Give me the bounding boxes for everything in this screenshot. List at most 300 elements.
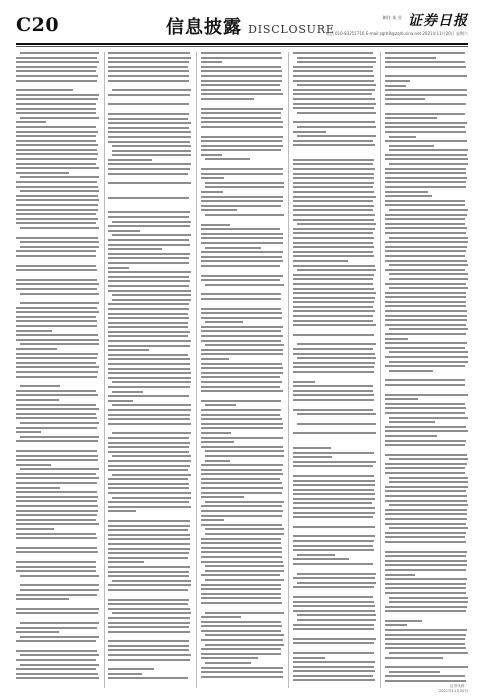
text-line: [16, 390, 96, 392]
text-line: [293, 75, 374, 77]
text-line: [16, 144, 98, 146]
text-line: [16, 399, 59, 401]
text-line: [108, 163, 191, 165]
text-line: [20, 636, 99, 638]
text-line: [20, 622, 99, 624]
text-line: [201, 340, 281, 342]
text-line: [201, 400, 281, 402]
text-line: [108, 451, 188, 453]
text-line: [205, 186, 284, 188]
text-line: [201, 547, 283, 549]
text-line: [201, 57, 282, 59]
text-line: [108, 141, 190, 143]
text-line: [293, 186, 373, 188]
text-line: [16, 61, 99, 63]
text-line: [16, 66, 97, 68]
text-column: [293, 52, 376, 688]
text-line: [385, 319, 467, 321]
text-line: [108, 280, 190, 282]
text-line: [201, 335, 284, 337]
text-line: [201, 574, 281, 576]
text-line: [112, 299, 191, 301]
text-line: [389, 421, 435, 423]
text-line: [16, 339, 99, 341]
text-line: [16, 288, 97, 290]
text-line: [16, 650, 97, 652]
text-line: [297, 619, 376, 621]
text-line: [201, 149, 281, 151]
page-number: C20: [16, 14, 60, 36]
text-line: [16, 627, 97, 629]
page-footer: [439, 684, 468, 694]
text-line: [293, 107, 374, 109]
text-line: [389, 264, 468, 266]
text-line: [293, 549, 374, 551]
text-line: [293, 251, 374, 253]
text-line: [293, 545, 373, 547]
text-line: [16, 222, 96, 224]
text-line: [385, 98, 425, 100]
text-line: [385, 301, 466, 303]
text-line: [205, 455, 284, 457]
text-line: [16, 477, 99, 479]
text-line: [16, 199, 99, 201]
text-line: [108, 501, 189, 503]
text-line: [385, 66, 466, 68]
text-line: [297, 423, 376, 425]
text-line: [201, 84, 281, 86]
text-line: [201, 308, 282, 310]
text-line: [108, 335, 188, 337]
text-line: [108, 197, 189, 199]
text-line: [108, 589, 188, 591]
text-line: [385, 154, 467, 156]
text-line: [293, 371, 374, 373]
text-line: [108, 460, 191, 462]
text-line: [16, 366, 99, 368]
text-line: [16, 330, 52, 332]
text-line: [293, 353, 376, 355]
text-line: [16, 167, 99, 169]
text-line: [297, 413, 376, 415]
text-line: [385, 292, 466, 294]
text-line: [20, 575, 99, 577]
text-line: [293, 121, 375, 123]
text-line: [201, 363, 282, 365]
text-line: [385, 204, 465, 206]
text-line: [385, 214, 467, 216]
text-line: [389, 136, 416, 138]
text-line: [293, 177, 374, 179]
text-line: [16, 496, 98, 498]
text-line: [201, 196, 284, 198]
text-line: [16, 279, 97, 281]
text-line: [16, 537, 97, 539]
text-line: [293, 310, 375, 312]
text-line: [201, 275, 283, 277]
text-line: [205, 450, 284, 452]
text-line: [389, 458, 468, 460]
text-line: [201, 510, 284, 512]
masthead-rule: [16, 43, 468, 45]
text-line: [293, 447, 332, 449]
text-line: [201, 492, 282, 494]
text-line: [385, 564, 467, 566]
text-line: [201, 602, 282, 604]
text-line: [20, 246, 99, 248]
footer-line: 2021年11月20日: [438, 689, 468, 693]
text-line: [16, 514, 97, 516]
text-line: [108, 400, 132, 402]
text-line: [108, 326, 188, 328]
text-line: [16, 325, 97, 327]
text-line: [201, 386, 281, 388]
text-line: [16, 265, 96, 267]
text-line: [201, 648, 281, 650]
text-line: [201, 469, 282, 471]
text-line: [16, 204, 98, 206]
text-line: [108, 640, 189, 642]
footer-line: 证券代码：: [450, 684, 468, 688]
text-line: [385, 140, 467, 142]
text-line: [108, 478, 188, 480]
text-line: [205, 662, 252, 664]
text-line: [293, 661, 376, 663]
text-line: [385, 310, 467, 312]
text-line: [293, 432, 376, 434]
text-line: [201, 390, 283, 392]
text-line: [20, 664, 99, 666]
text-line: [108, 414, 189, 416]
text-line: [108, 622, 190, 624]
text-line: [201, 621, 281, 623]
text-line: [385, 186, 466, 188]
text-line: [201, 317, 282, 319]
text-line: [293, 601, 374, 603]
text-line: [108, 520, 190, 522]
text-line: [293, 456, 333, 458]
text-line: [389, 477, 468, 479]
text-line: [16, 181, 97, 183]
text-line: [201, 66, 282, 68]
text-line: [297, 614, 376, 616]
text-line: [108, 248, 162, 250]
text-line: [389, 351, 468, 353]
text-line: [108, 654, 191, 656]
text-line: [16, 408, 99, 410]
text-line: [385, 94, 467, 96]
text-line: [201, 653, 282, 655]
text-line: [108, 345, 190, 347]
text-line: [385, 80, 410, 82]
text-line: [20, 385, 60, 387]
text-line: [16, 473, 96, 475]
text-line: [108, 552, 189, 554]
text-line: [385, 333, 466, 335]
text-line: [16, 131, 98, 133]
text-line: [389, 527, 468, 529]
text-line: [385, 551, 467, 553]
text-line: [201, 136, 284, 138]
text-line: [293, 278, 374, 280]
text-line: [16, 121, 46, 123]
text-line: [201, 657, 259, 659]
text-line: [205, 565, 284, 567]
text-line: [16, 362, 96, 364]
paragraph-gap: [201, 680, 284, 685]
text-line: [201, 441, 234, 443]
text-line: [108, 543, 189, 545]
text-line: [201, 367, 283, 369]
text-line: [205, 579, 284, 581]
column-divider: [288, 52, 289, 688]
text-line: [108, 313, 188, 315]
text-line: [16, 316, 96, 318]
text-line: [293, 242, 373, 244]
text-line: [16, 112, 96, 114]
text-line: [297, 57, 376, 59]
text-line: [389, 163, 468, 165]
text-line: [112, 455, 191, 457]
text-line: [385, 296, 466, 298]
text-line: [108, 534, 190, 536]
text-line: [389, 237, 468, 239]
text-line: [108, 446, 189, 448]
text-line: [108, 239, 189, 241]
text-line: [293, 159, 374, 161]
text-line: [16, 218, 98, 220]
text-line: [108, 599, 189, 601]
text-line: [16, 158, 97, 160]
text-line: [293, 196, 376, 198]
text-line: [385, 113, 465, 115]
text-line: [389, 145, 434, 147]
text-line: [20, 302, 99, 304]
text-line: [385, 195, 432, 197]
text-line: [112, 154, 191, 156]
text-line: [389, 278, 468, 280]
text-line: [201, 496, 245, 498]
text-line: [389, 328, 468, 330]
text-line: [293, 540, 374, 542]
text-line: [108, 395, 189, 397]
text-line: [112, 150, 191, 152]
text-line: [385, 412, 465, 414]
text-line: [205, 533, 284, 535]
text-line: [108, 608, 190, 610]
text-line: [108, 538, 190, 540]
text-line: [16, 570, 96, 572]
text-line: [108, 649, 189, 651]
text-line: [112, 432, 191, 434]
text-line: [108, 358, 190, 360]
text-line: [385, 85, 406, 87]
text-line: [385, 555, 466, 557]
text-line: [201, 446, 283, 448]
text-line: [108, 159, 152, 161]
text-line: [385, 490, 466, 492]
text-line: [201, 326, 284, 328]
text-line: [385, 467, 465, 469]
text-line: [201, 209, 238, 211]
text-line: [385, 486, 468, 488]
text-line: [201, 237, 284, 239]
text-line: [108, 276, 188, 278]
text-line: [201, 298, 282, 300]
text-line: [16, 186, 98, 188]
section-title: [166, 13, 335, 39]
text-line: [293, 80, 374, 82]
text-line: [201, 667, 283, 669]
text-line: [385, 583, 466, 585]
text-line: [112, 381, 191, 383]
text-line: [201, 70, 283, 72]
text-line: [16, 464, 51, 466]
text-line: [293, 628, 375, 630]
text-line: [293, 306, 373, 308]
text-line: [385, 57, 436, 59]
text-line: [385, 500, 467, 502]
text-line: [293, 103, 376, 105]
text-line: [201, 330, 281, 332]
text-line: [385, 246, 467, 248]
text-line: [201, 224, 231, 226]
text-line: [16, 505, 98, 507]
text-line: [385, 89, 467, 91]
text-line: [108, 645, 188, 647]
text-line: [385, 218, 465, 220]
text-line: [293, 324, 376, 326]
text-line: [108, 262, 189, 264]
text-line: [20, 190, 99, 192]
text-line: [16, 334, 98, 336]
text-line: [108, 571, 188, 573]
text-line: [16, 500, 97, 502]
text-line: [385, 587, 466, 589]
text-line: [385, 403, 465, 405]
text-line: [16, 417, 97, 419]
text-line: [16, 357, 97, 359]
text-line: [16, 673, 98, 675]
text-line: [16, 533, 96, 535]
text-line: [293, 283, 373, 285]
text-line: [201, 80, 283, 82]
text-line: [108, 131, 191, 133]
text-line: [16, 348, 57, 350]
text-line: [293, 586, 375, 588]
text-line: [16, 510, 98, 512]
text-line: [16, 237, 98, 239]
text-line: [16, 482, 97, 484]
text-line: [16, 631, 59, 633]
text-line: [201, 61, 222, 63]
text-line: [201, 676, 284, 678]
text-line: [108, 225, 190, 227]
text-line: [108, 216, 189, 218]
text-line: [201, 561, 284, 563]
text-line: [201, 372, 284, 374]
text-line: [108, 561, 144, 563]
text-line: [16, 80, 97, 82]
text-line: [385, 638, 465, 640]
text-line: [293, 679, 375, 681]
text-line: [385, 513, 467, 515]
text-line: [108, 668, 154, 670]
text-line: [385, 260, 467, 262]
text-line: [108, 66, 188, 68]
text-line: [20, 293, 99, 295]
text-line: [205, 344, 284, 346]
text-line: [293, 563, 373, 565]
text-line: [108, 442, 189, 444]
text-line: [201, 233, 283, 235]
text-line: [201, 108, 284, 110]
text-line: [385, 172, 466, 174]
text-line: [20, 436, 99, 438]
text-line: [108, 483, 189, 485]
text-line: [20, 227, 99, 229]
text-line: [201, 432, 231, 434]
text-line: [293, 366, 374, 368]
text-line: [16, 250, 96, 252]
text-line: [112, 145, 191, 147]
text-line: [385, 398, 418, 400]
text-line: [201, 312, 283, 314]
text-line: [385, 675, 465, 677]
text-line: [293, 168, 375, 170]
text-line: [201, 265, 281, 267]
text-line: [201, 93, 283, 95]
text-line: [16, 594, 97, 596]
text-line: [201, 52, 282, 54]
column-divider: [196, 52, 197, 688]
text-line: [16, 94, 99, 96]
text-line: [385, 666, 468, 668]
text-line: [201, 538, 281, 540]
text-line: [16, 677, 99, 679]
text-line: [201, 639, 284, 641]
text-line: [385, 523, 466, 525]
text-line: [16, 172, 69, 174]
text-line: [293, 297, 375, 299]
text-line: [293, 675, 373, 677]
text-line: [201, 464, 283, 466]
text-line: [201, 117, 281, 119]
text-line: [112, 474, 191, 476]
text-line: [297, 343, 376, 345]
text-line: [201, 616, 241, 618]
text-line: [293, 596, 373, 598]
text-line: [20, 117, 99, 119]
text-line: [385, 610, 466, 612]
text-line: [385, 463, 467, 465]
text-line: [385, 440, 466, 442]
text-line: [16, 640, 96, 642]
text-column: [108, 52, 191, 688]
text-line: [108, 80, 189, 82]
text-line: [385, 536, 465, 538]
text-line: [201, 588, 281, 590]
text-line: [389, 671, 440, 673]
text-line: [16, 57, 97, 59]
text-line: [293, 502, 373, 504]
text-line: [297, 61, 376, 63]
text-line: [385, 365, 465, 367]
text-line: [385, 569, 466, 571]
text-line: [297, 269, 376, 271]
text-line: [385, 394, 468, 396]
text-line: [297, 112, 376, 114]
